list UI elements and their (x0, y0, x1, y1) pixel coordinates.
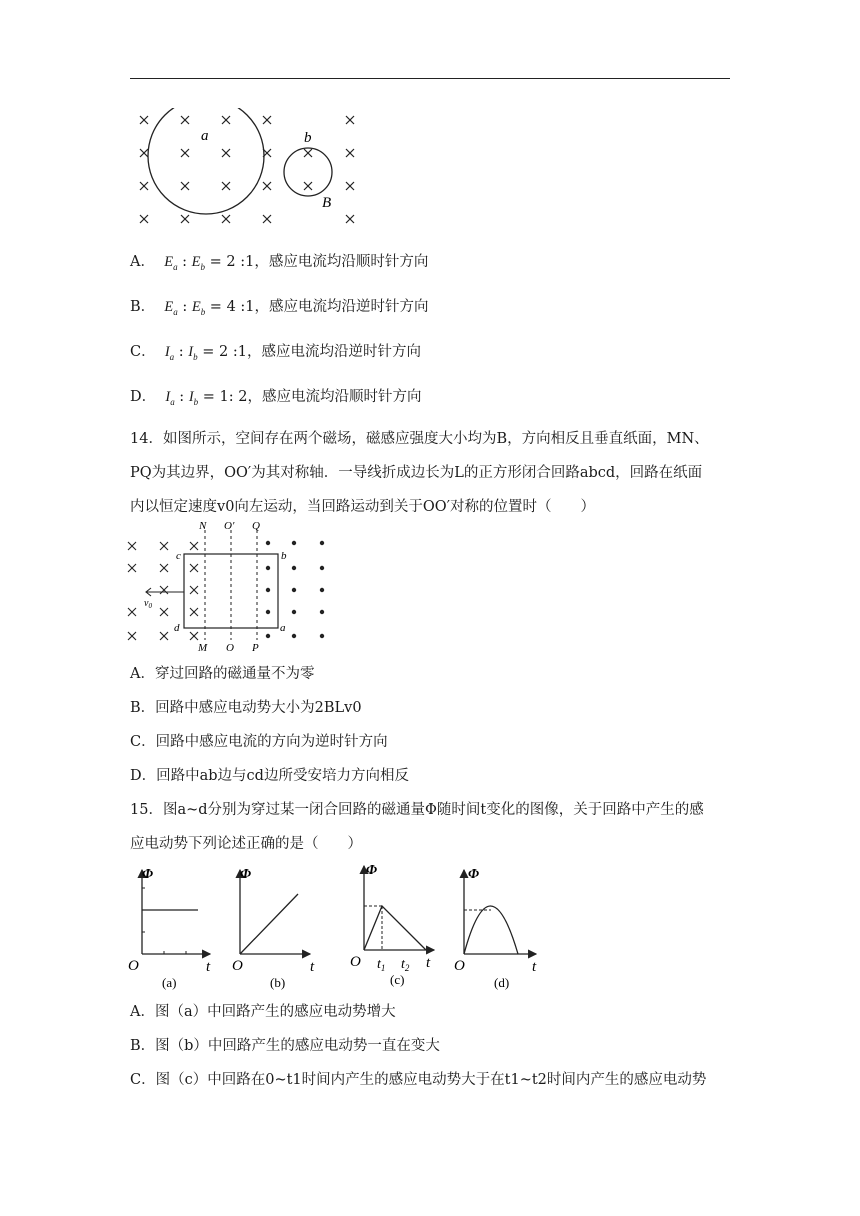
graph-a (142, 870, 210, 954)
graph-a-ylabel: Φ (142, 867, 154, 882)
label-v0: $v_0$ (144, 598, 152, 610)
label-b: b (281, 550, 287, 562)
label-d: d (174, 622, 180, 634)
field-out-of-page-dot (320, 566, 324, 570)
graph-d-origin: O (454, 958, 465, 974)
q14-option-a[interactable]: A．穿过回路的磁通量不为零 (130, 666, 315, 682)
graph-d-caption: (d) (494, 975, 510, 990)
q13-option-d[interactable]: D． $I_a$ : $I_b = 1$: 2，感应电流均沿顺时针方向 (130, 389, 422, 407)
field-out-of-page-dot (292, 541, 296, 545)
field-out-of-page-dot (320, 610, 324, 614)
label-P: P (252, 642, 259, 654)
graph-b-ylabel: Φ (240, 867, 252, 882)
q15-option-a[interactable]: A．图（a）中回路产生的感应电动势增大 (130, 1004, 396, 1020)
graph-a-origin: O (128, 958, 139, 974)
label-N: N (199, 520, 207, 532)
loop-b-label: b (304, 130, 312, 146)
q14-stem: 14．如图所示，空间存在两个磁场，磁感应强度大小均为B，方向相反且垂直纸面，MN、 PQ为其边界，OO′为其对称轴．一导线折成边长为L的正方形闭合回路abcd，回路在纸面 内以恒定速度v0向左运动，当回路运动到关于OO′对称的位置时（ ） (130, 431, 709, 515)
q15-option-b[interactable]: B．图（b）中回路产生的感应电动势一直在变大 (130, 1038, 440, 1054)
q15-stem: 15．图a~d分别为穿过某一闭合回路的磁通量Φ随时间t变化的图像，关于回路中产生的感 应电动势下列论述正确的是（ ） (130, 802, 704, 852)
loop-b (284, 148, 332, 196)
label-c: c (176, 550, 181, 562)
graph-b-origin: O (232, 958, 243, 974)
q14-option-b[interactable]: B．回路中感应电动势大小为2BLv0 (130, 700, 362, 716)
label-M: M (198, 642, 208, 654)
graph-c-caption: (c) (390, 972, 405, 987)
field-out-of-page-dot (266, 634, 270, 638)
q14-option-c[interactable]: C．回路中感应电流的方向为逆时针方向 (130, 734, 388, 750)
q13-option-c[interactable]: C． $I_a$ : $I_b = 2$ :1，感应电流均沿逆时针方向 (130, 344, 421, 362)
q13-option-a[interactable]: A． $E_a$ : $E_b = 2$ :1，感应电流均沿顺时针方向 (130, 254, 429, 272)
figure-two-loops (130, 108, 370, 230)
q13-option-b[interactable]: B． $E_a$ : $E_b = 4$ :1，感应电流均沿逆时针方向 (130, 299, 429, 317)
field-out-of-page-dot (292, 610, 296, 614)
field-out-of-page-dot (320, 541, 324, 545)
header-rule (130, 78, 730, 79)
graph-d-ylabel: Φ (468, 867, 480, 882)
field-out-of-page-dot (266, 610, 270, 614)
field-out-of-page-dot (292, 634, 296, 638)
label-Q: Q (252, 520, 260, 532)
field-out-of-page-dot (266, 566, 270, 570)
field-out-of-page-dot (266, 588, 270, 592)
field-out-of-page-dot (292, 566, 296, 570)
graph-a-caption: (a) (162, 975, 177, 990)
field-out-of-page-dot (320, 634, 324, 638)
label-a: a (280, 622, 286, 634)
figure-flux-graphs (128, 858, 568, 994)
q15-option-c[interactable]: C．图（c）中回路在0~t1时间内产生的感应电动势大于在t1~t2时间内产生的感应电动势 (130, 1072, 707, 1088)
loop-a-label: a (201, 128, 209, 144)
graph-c-t1: $t_1$ (377, 957, 386, 973)
graph-c-ylabel: Φ (366, 863, 378, 878)
field-out-of-page-dot (292, 588, 296, 592)
field-B-label: B (322, 195, 332, 211)
graph-c-origin: O (350, 954, 361, 970)
graph-c (364, 866, 434, 950)
graph-b-xlabel: t (310, 959, 315, 975)
field-out-of-page-dot (266, 541, 270, 545)
label-O: O (226, 642, 234, 654)
figure-square-loop (118, 516, 338, 656)
graph-d-xlabel: t (532, 959, 537, 975)
graph-c-xlabel: t (426, 955, 431, 971)
q14-option-d[interactable]: D．回路中ab边与cd边所受安培力方向相反 (130, 768, 409, 784)
graph-a-xlabel: t (206, 959, 211, 975)
graph-c-t2: $t_2$ (401, 957, 410, 973)
graph-b-caption: (b) (270, 975, 286, 990)
graph-b (240, 870, 310, 954)
field-out-of-page-dot (320, 588, 324, 592)
loop-a (148, 108, 264, 214)
label-O-prime: O′ (224, 520, 235, 532)
graph-d (464, 870, 536, 954)
